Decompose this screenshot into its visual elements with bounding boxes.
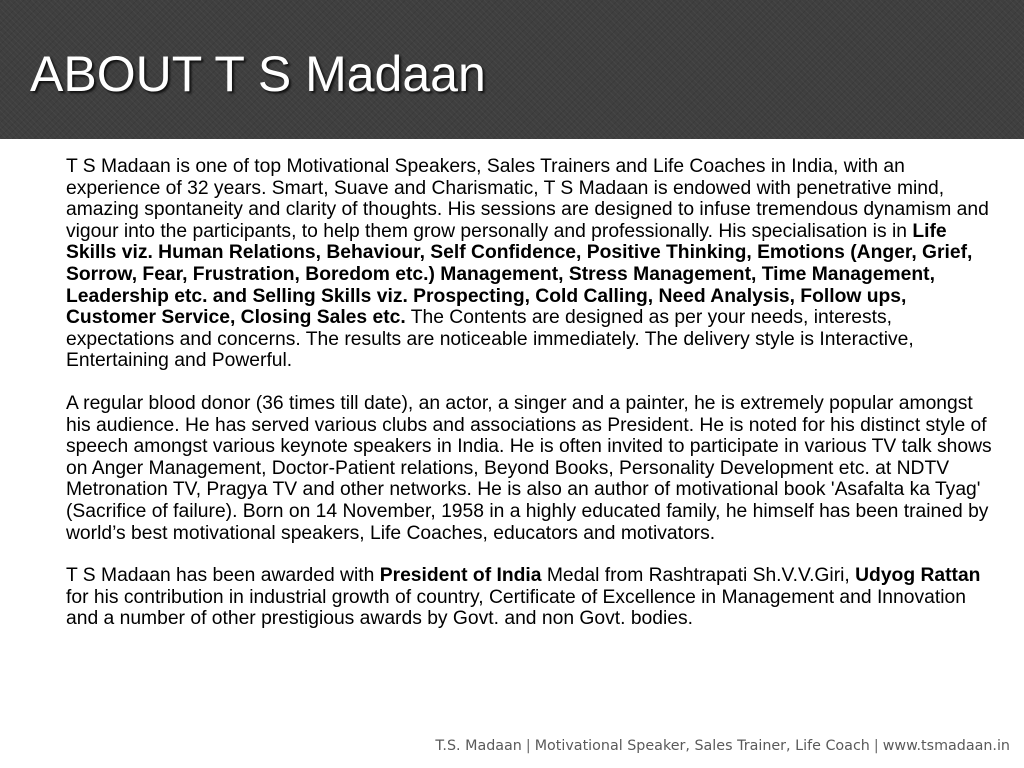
slide-title: ABOUT T S Madaan [30, 46, 486, 102]
footer-brand [435, 737, 1010, 755]
footer-name: T.S. Madaan [435, 738, 522, 754]
header-band [0, 0, 1024, 139]
body-text [66, 156, 996, 630]
paragraph-awards [66, 565, 996, 630]
paragraph-awards-intro: T S Madaan has been awarded with [66, 565, 380, 587]
specialisation-highlight: Life Skills viz. Human Relations, Behaviour, Self Confidence, Positive Thinking, Emotions (Anger, Grief, Sorrow, Fear, Frustration, Boredom etc.) Management, Stress Management, Time Management, Leadership etc. and Selling Skills viz. Prospecting, Cold Calling, Need Analysis, Follow ups, Customer Service, Closing Sales etc. [66, 220, 973, 329]
paragraph-awards-mid: Medal from Rashtrapati Sh.V.V.Giri, [541, 565, 856, 587]
footer-separator: | [525, 738, 531, 754]
paragraph-intro [66, 156, 996, 372]
footer-separator: | [873, 738, 879, 754]
award-udyog-rattan: Udyog Rattan [855, 565, 981, 587]
paragraph-intro-outro: The Contents are designed as per your needs, interests, expectations and concerns. The results are noticeable immediately. The delivery style is Interactive, Entertaining and Powerful. [66, 307, 914, 372]
paragraph-biography-text: A regular blood donor (36 times till date), an actor, a singer and a painter, he is extremely popular amongst his audience. He has served various clubs and associations as President. He is noted for his distinct style of speech amongst various keynote speakers in India. He is often invited to participate in various TV talk shows on Anger Management, Doctor-Patient relations, Beyond Books, Personality Development etc. at NDTV Metronation TV, Pragya TV and other networks. He is also an author of motivational book 'Asafalta ka Tyag' (Sacrifice of failure). Born on 14 November, 1958 in a highly educated family, he himself has been trained by world’s best motivational speakers, Life Coaches, educators and motivators. [66, 392, 992, 544]
paragraph-awards-outro: for his contribution in industrial growth of country, Certificate of Excellence in Management and Innovation and a number of other prestigious awards by Govt. and non Govt. bodies. [66, 586, 966, 630]
paragraph-biography [66, 393, 996, 544]
footer-website: www.tsmadaan.in [882, 738, 1010, 754]
award-president-of-india: President of India [379, 565, 542, 587]
footer-tagline: Motivational Speaker, Sales Trainer, Life Coach [534, 738, 870, 754]
paragraph-intro-text: T S Madaan is one of top Motivational Speakers, Sales Trainers and Life Coaches in India, with an experience of 32 years. Smart, Suave and Charismatic, T S Madaan is endowed with penetrative mind, amazing spontaneity and clarity of thoughts. His sessions are designed to infuse tremendous dynamism and vigour into the participants, to help them grow personally and professionally. His specialisation is in [66, 156, 989, 242]
